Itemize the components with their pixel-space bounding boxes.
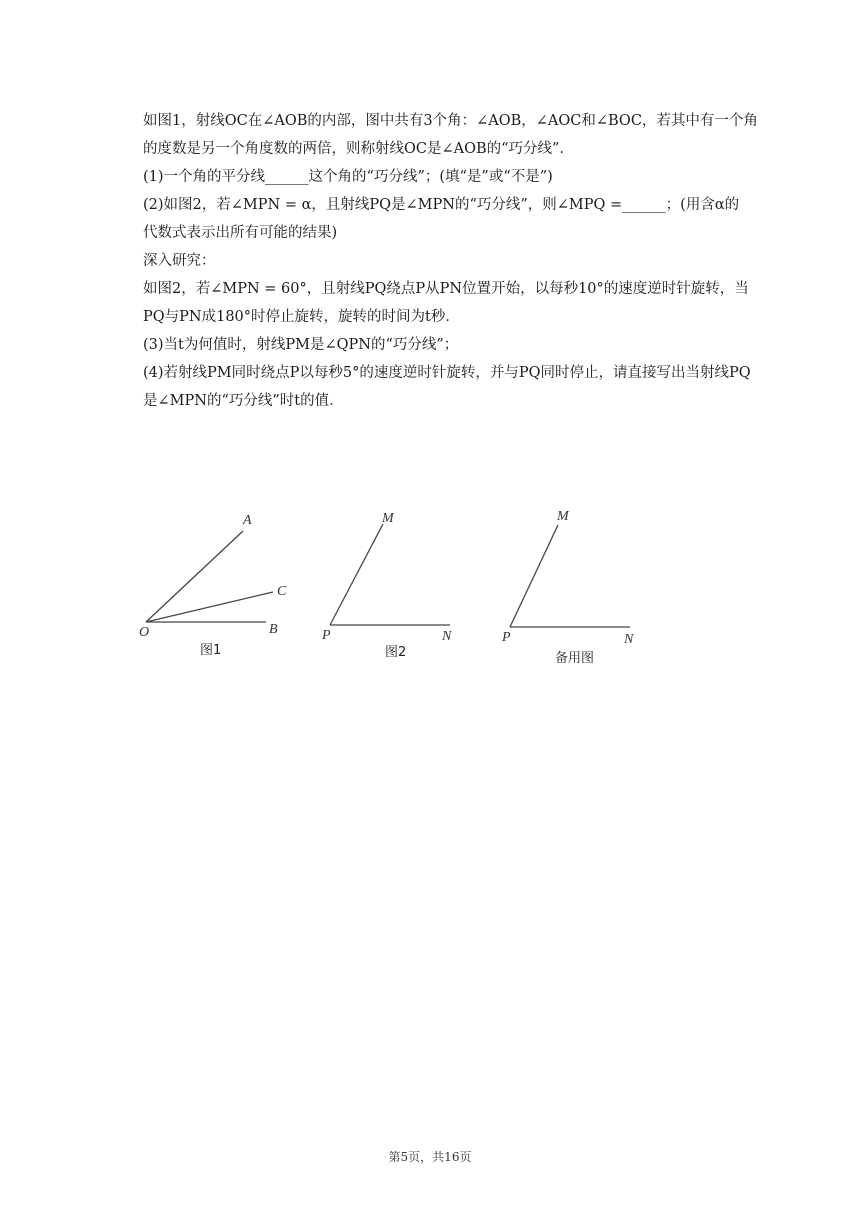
label-p-spare: P bbox=[502, 630, 511, 645]
ray-pm bbox=[330, 524, 383, 625]
problem-text bbox=[143, 107, 763, 415]
figure-1 bbox=[139, 513, 287, 658]
caption-figure-2: 图2 bbox=[385, 645, 407, 660]
label-a: A bbox=[243, 513, 252, 528]
question-4-line-1: (4)若射线PM同时绕点P以每秒5°的速度逆时针旋转，并与PQ同时停止，请直接写出当射线PQ bbox=[143, 365, 751, 381]
intro-line-1: 如图1，射线OC在∠AOB的内部，图中共有3个角：∠AOB，∠AOC和∠BOC，若其中有一个角 bbox=[143, 113, 758, 129]
figure-2 bbox=[321, 511, 452, 660]
label-b: B bbox=[269, 622, 278, 637]
question-3: (3)当t为何值时，射线PM是∠QPN的“巧分线”； bbox=[143, 337, 459, 353]
question-4-line-2: 是∠MPN的“巧分线”时t的值． bbox=[143, 393, 344, 409]
label-n-spare: N bbox=[624, 632, 634, 647]
label-n: N bbox=[442, 629, 452, 644]
question-2-line-2: 代数式表示出所有可能的结果) bbox=[143, 225, 338, 241]
question-2-line-1: (2)如图2，若∠MPN = α，且射线PQ是∠MPN的“巧分线”，则∠MPQ =______；(用含α的 bbox=[143, 197, 740, 213]
figures-area bbox=[130, 500, 670, 680]
label-m: M bbox=[382, 511, 394, 526]
ray-oc bbox=[146, 592, 273, 622]
description-line-1: 如图2，若∠MPN = 60°，且射线PQ绕点P从PN位置开始，以每秒10°的速度逆时针旋转，当 bbox=[143, 281, 749, 297]
ray-oa bbox=[146, 531, 243, 622]
label-c: C bbox=[277, 584, 287, 599]
figure-spare bbox=[501, 509, 634, 666]
caption-figure-1: 图1 bbox=[200, 643, 222, 658]
label-p: P bbox=[322, 628, 331, 643]
intro-line-2: 的度数是另一个角度数的两倍，则称射线OC是∠AOB的“巧分线”． bbox=[143, 141, 574, 157]
caption-figure-spare: 备用图 bbox=[555, 651, 595, 666]
geometry-figures bbox=[130, 500, 670, 680]
ray-pm-spare bbox=[510, 525, 558, 627]
page-footer: 第5页，共16页 bbox=[388, 1150, 472, 1164]
section-heading: 深入研究： bbox=[143, 253, 216, 269]
question-1: (1)一个角的平分线______这个角的“巧分线”；(填“是”或“不是”) bbox=[143, 169, 553, 185]
label-m-spare: M bbox=[557, 509, 569, 524]
description-line-2: PQ与PN成180°时停止旋转，旋转的时间为t秒． bbox=[143, 309, 460, 325]
label-o: O bbox=[139, 625, 150, 640]
